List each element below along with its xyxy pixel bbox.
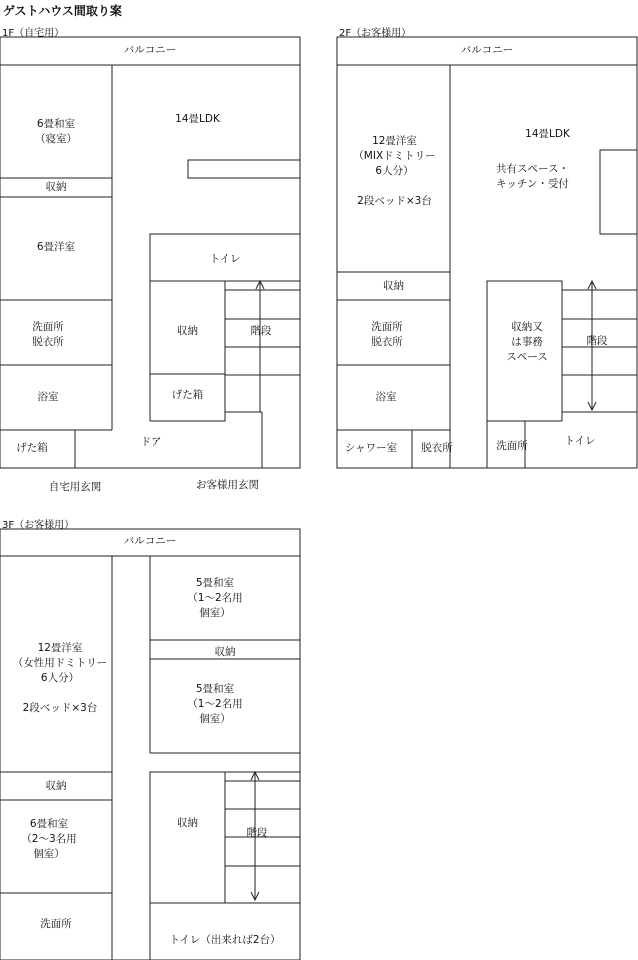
f1-door: ドア — [140, 436, 162, 448]
page-title: ゲストハウス間取り案 — [3, 4, 122, 18]
f1-entrance-guest: お客様用玄関 — [196, 479, 259, 491]
f1-geta-a: げた箱 — [16, 442, 48, 454]
f1-geta-b: げた箱 — [171, 389, 204, 401]
f1-stairs: 階段 — [250, 325, 272, 337]
f2-office: 収納又 は事務 スペース — [506, 321, 548, 363]
f1-room-6yoshitsu: 6畳洋室 — [36, 241, 76, 253]
f2-toilet: トイレ — [564, 435, 596, 447]
f3-wash: 洗面所 — [40, 918, 72, 930]
f3-stairs: 階段 — [246, 827, 268, 839]
f2-balcony: バルコニー — [460, 44, 514, 56]
f3-room-5a: 5畳和室 （1～2名用 個室） — [187, 577, 243, 619]
f1-washroom: 洗面所 脱衣所 — [32, 321, 64, 348]
f3-room-12: 12畳洋室 （女性用ドミトリー 6人分） 2段ベッド×3台 — [12, 642, 108, 714]
f2-washroom: 洗面所 脱衣所 — [371, 321, 403, 348]
f2-room-12: 12畳洋室 （MIXドミトリー 6人分） 2段ベッド×3台 — [353, 135, 436, 207]
f1-toilet: トイレ — [209, 253, 241, 265]
f1-ldk: 14畳LDK — [175, 113, 220, 125]
f2-changing: 脱衣所 — [421, 442, 453, 454]
floor-1-heading: 1F（自宅用） — [2, 28, 65, 39]
f1-entrance-home: 自宅用玄関 — [48, 481, 102, 493]
f2-stairs: 階段 — [586, 335, 608, 347]
floor-3-heading: 3F（お客様用） — [2, 520, 75, 531]
f2-ldk: 14畳LDK — [525, 128, 570, 140]
f2-storage: 収納 — [383, 280, 404, 292]
f3-room-5b: 5畳和室 （1～2名用 個室） — [187, 683, 243, 725]
f1-storage-a: 収納 — [45, 181, 67, 193]
f2-wash: 洗面所 — [496, 440, 528, 452]
f3-storage-mid: 収納 — [177, 817, 198, 829]
f2-shower: シャワー室 — [344, 442, 398, 454]
f1-room-6washitsu: 6畳和室 （寝室） — [35, 118, 77, 145]
f3-toilet: トイレ（出来れば2台） — [169, 934, 281, 946]
f3-storage-left: 収納 — [45, 780, 67, 792]
floor-2-heading: 2F（お客様用） — [339, 28, 412, 39]
f3-balcony: バルコニー — [123, 535, 177, 547]
f2-bath: 浴室 — [375, 391, 397, 403]
f1-storage-b: 収納 — [177, 325, 198, 337]
f2-shared: 共有スペース・ キッチン・受付 — [496, 163, 569, 190]
f1-balcony: バルコニー — [123, 44, 177, 56]
f3-storage-top: 収納 — [214, 646, 236, 658]
f1-bath: 浴室 — [37, 391, 59, 403]
f3-room-6: 6畳和室 （2～3名用 個室） — [21, 818, 77, 860]
